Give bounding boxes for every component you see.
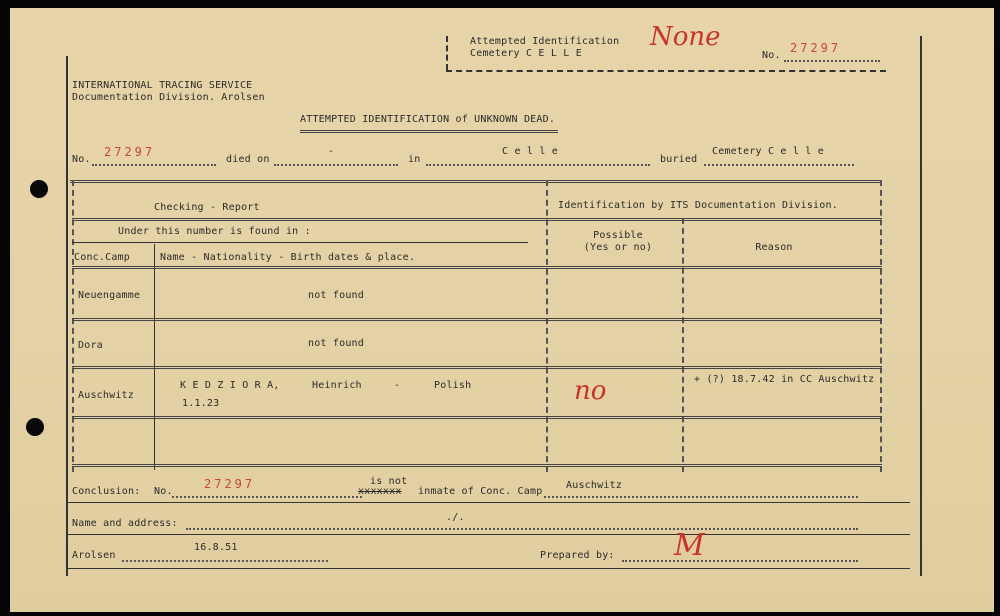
prepared-line <box>622 560 858 562</box>
died-label: died on <box>226 154 270 165</box>
left-border <box>66 56 68 576</box>
row1-name: not found <box>308 290 364 301</box>
row3-nationality: Polish <box>434 380 472 391</box>
col-camp-header: Conc.Camp <box>74 252 130 263</box>
org-line2: Documentation Division. Arolsen <box>72 92 265 103</box>
col-possible-header-1: Possible <box>593 230 643 241</box>
row2-camp: Dora <box>78 340 103 351</box>
buried-value: Cemetery C e l l e <box>712 146 824 157</box>
conclusion-inmate-text: inmate of Conc. Camp <box>418 486 543 497</box>
stamp-handwritten: None <box>650 22 721 52</box>
table-bottom-line <box>72 464 882 467</box>
record-no-label: No. <box>72 154 91 165</box>
stamp-no-value: 27297 <box>790 41 842 55</box>
col-possible-header-2: (Yes or no) <box>583 242 653 253</box>
buried-label: buried <box>660 154 698 165</box>
row3-surname: K E D Z I O R A, <box>180 380 280 391</box>
header-underline <box>72 218 882 221</box>
buried-line <box>704 164 854 166</box>
row3-camp: Auschwitz <box>78 390 134 401</box>
under-number-line <box>72 242 528 243</box>
name-address-label: Name and address: <box>72 518 178 529</box>
right-border <box>920 36 922 576</box>
conclusion-rule <box>66 502 910 503</box>
punch-hole-bottom <box>26 418 44 436</box>
row3-reason: + (?) 18.7.42 in CC Auschwitz <box>694 374 875 385</box>
died-value: - <box>328 146 335 157</box>
row3-divider <box>72 416 882 419</box>
conclusion-no-label: No. <box>154 486 173 497</box>
name-address-value: ./. <box>446 512 465 523</box>
stamp-bottom-line <box>446 70 886 72</box>
conclusion-no-line <box>172 496 362 498</box>
stamp-line1: Attempted Identification <box>470 36 620 47</box>
conclusion-struck-text: xxxxxxx <box>358 486 402 497</box>
punch-hole-top <box>30 180 48 198</box>
conclusion-label: Conclusion: <box>72 486 141 497</box>
in-line <box>426 164 650 166</box>
prepared-label: Prepared by: <box>540 550 615 561</box>
document-card <box>10 8 994 612</box>
table-divider-camp <box>154 244 155 470</box>
ident-header: Identification by ITS Documentation Division. <box>558 200 838 211</box>
footer-date-line <box>122 560 328 562</box>
title-underline <box>300 130 558 133</box>
conclusion-no-value: 27297 <box>204 477 256 491</box>
footer-place: Arolsen <box>72 550 116 561</box>
signature: M <box>674 528 705 563</box>
table-divider-main <box>546 180 548 472</box>
conclusion-camp-line <box>544 496 858 498</box>
in-value: C e l l e <box>502 146 558 157</box>
table-right-line <box>880 180 882 472</box>
row2-divider <box>72 366 882 369</box>
col-name-header: Name - Nationality - Birth dates & place. <box>160 252 416 263</box>
stamp-no-line <box>784 60 880 62</box>
row2-name: not found <box>308 338 364 349</box>
stamp-no-label: No. <box>762 50 781 61</box>
conclusion-camp: Auschwitz <box>566 480 622 491</box>
org-line1: INTERNATIONAL TRACING SERVICE <box>72 80 253 91</box>
row1-divider <box>72 318 882 321</box>
col-reason-header: Reason <box>755 242 793 253</box>
document-title: ATTEMPTED IDENTIFICATION of UNKNOWN DEAD. <box>300 114 556 125</box>
columns-underline <box>72 266 882 269</box>
row3-dash: - <box>394 380 401 391</box>
name-address-rule <box>66 534 910 535</box>
conclusion-is-not: is not <box>370 476 408 487</box>
name-address-line <box>186 528 858 530</box>
row3-birth: 1.1.23 <box>182 398 220 409</box>
under-number-label: Under this number is found in : <box>118 226 311 237</box>
footer-date: 16.8.51 <box>194 542 238 553</box>
died-line <box>274 164 398 166</box>
row3-possible-handwritten: no <box>574 376 607 406</box>
table-divider-reason <box>682 218 684 472</box>
table-top-line <box>70 180 882 183</box>
stamp-line2: Cemetery C E L L E <box>470 48 582 59</box>
in-label: in <box>408 154 421 165</box>
footer-rule <box>66 568 910 569</box>
row3-firstname: Heinrich <box>312 380 362 391</box>
record-no-line <box>92 164 216 166</box>
stamp-border <box>446 36 448 70</box>
table-left-line <box>72 180 74 472</box>
checking-header: Checking - Report <box>154 202 260 213</box>
record-no-value: 27297 <box>104 145 156 159</box>
row1-camp: Neuengamme <box>78 290 141 301</box>
